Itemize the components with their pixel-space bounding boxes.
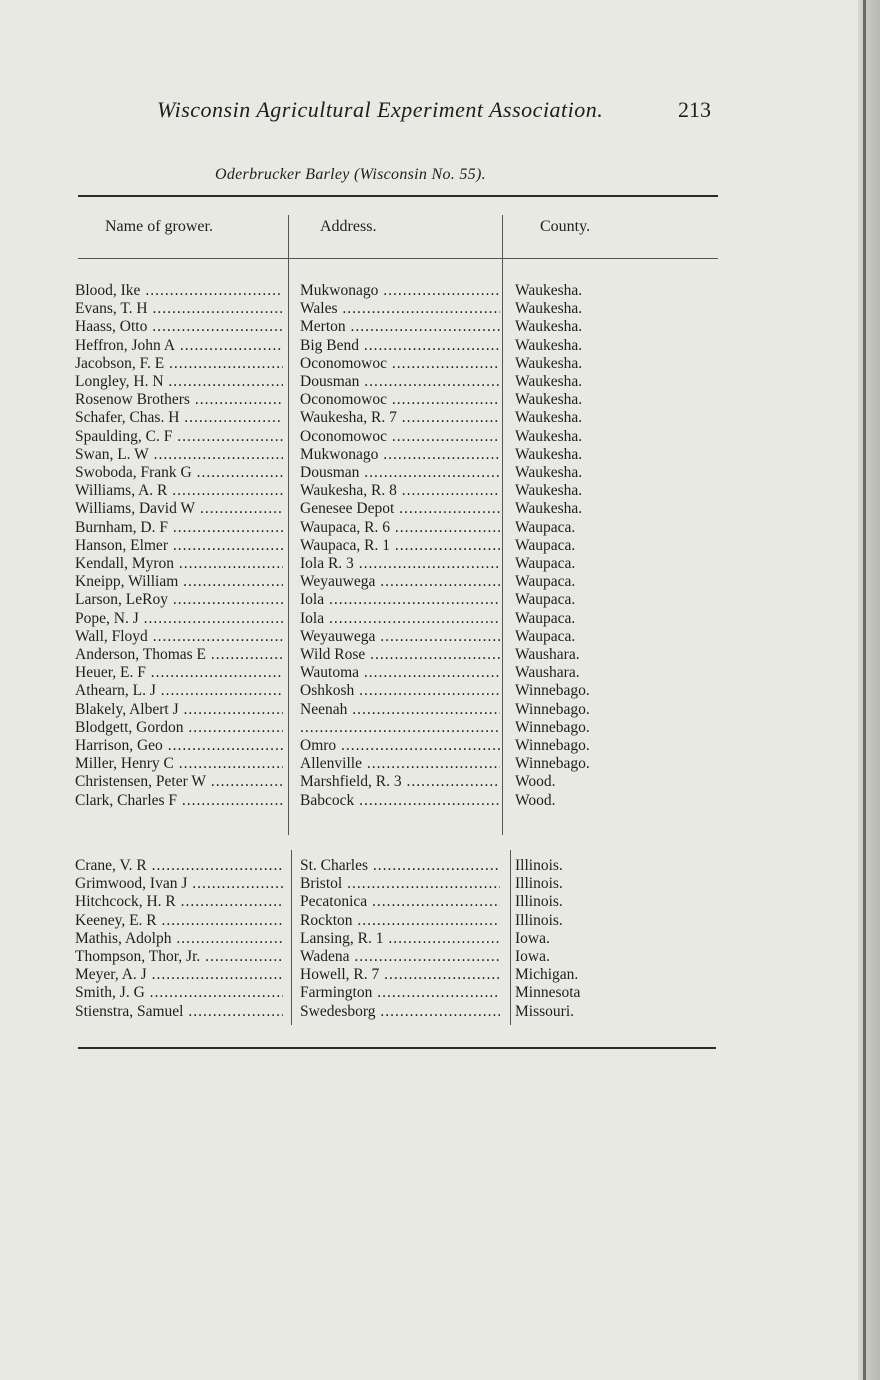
grower-address: Oshkosh ..... [300, 682, 500, 700]
grower-county: Illinois. [515, 911, 563, 929]
grower-address [300, 719, 500, 737]
grower-county: Wood. [515, 791, 556, 809]
grower-county: Winnebago. [515, 737, 590, 754]
table-row [0, 893, 660, 911]
table-row [0, 282, 660, 300]
grower-address: Dousman ..... [300, 464, 500, 482]
grower-name: Longley, H. N ..... [75, 373, 283, 391]
grower-name: Blodgett, Gordon ..... [75, 719, 283, 737]
grower-name: Swan, L. W ..... [75, 446, 283, 464]
grower-address: Weyauwega ..... [300, 628, 500, 646]
bottom-rule [78, 1047, 716, 1049]
grower-address: Omro ..... [300, 737, 500, 755]
table-row [0, 409, 660, 427]
grower-county: Waupaca. [515, 536, 576, 554]
column-header-county: County. [540, 218, 591, 235]
table-row [0, 628, 660, 646]
table-row [0, 755, 660, 773]
grower-address: Merton ..... [300, 318, 500, 336]
grower-county: Waukesha. [515, 464, 583, 481]
grower-name: Thompson, Thor, Jr. ..... [75, 948, 283, 966]
table-row [0, 318, 660, 336]
table-row [0, 373, 660, 391]
grower-county: Waukesha. [515, 336, 583, 354]
table-row [0, 948, 660, 966]
grower-name: Pope, N. J ..... [75, 610, 283, 628]
table-row [0, 682, 660, 700]
grower-address: Wales ..... [300, 300, 500, 318]
table-row [0, 701, 660, 719]
grower-county: Michigan. [515, 966, 579, 984]
grower-address: Allenville ..... [300, 755, 500, 773]
grower-county: Winnebago. [515, 755, 590, 773]
table-row [0, 930, 660, 948]
grower-name: Blood, Ike ..... [75, 282, 283, 300]
grower-name: Rosenow Brothers ..... [75, 391, 283, 409]
grower-name: Clark, Charles F ..... [75, 792, 283, 810]
grower-name: Burnham, D. F ..... [75, 519, 283, 537]
table-row [0, 966, 660, 984]
table-row [0, 391, 660, 409]
grower-name: Heuer, E. F ..... [75, 664, 283, 682]
grower-address: Genesee Depot ..... [300, 500, 500, 518]
table-row [0, 337, 660, 355]
grower-name: Keeney, E. R ..... [75, 912, 283, 930]
table-title: Oderbrucker Barley (Wisconsin No. 55). [215, 166, 486, 183]
grower-name: Haass, Otto ..... [75, 318, 283, 336]
grower-address: Wild Rose ..... [300, 646, 500, 664]
grower-address: Wautoma ..... [300, 664, 500, 682]
grower-county: Waushara. [515, 646, 580, 663]
grower-address: Mukwonago ..... [300, 282, 500, 300]
table-row [0, 573, 660, 591]
grower-name: Jacobson, F. E ..... [75, 355, 283, 373]
grower-name: Anderson, Thomas E ..... [75, 646, 283, 664]
grower-name: Heffron, John A ..... [75, 337, 283, 355]
grower-name: Williams, David W ..... [75, 500, 283, 518]
column-header-address: Address. [320, 218, 377, 235]
table-row [0, 719, 660, 737]
grower-name: Crane, V. R ..... [75, 857, 283, 875]
table-row [0, 500, 660, 518]
grower-name: Blakely, Albert J ..... [75, 701, 283, 719]
grower-county: Iowa. [515, 929, 550, 947]
grower-name: Larson, LeRoy ..... [75, 591, 283, 609]
grower-address: Swedesborg ..... [300, 1003, 500, 1021]
grower-address: Waupaca, R. 1 ..... [300, 537, 500, 555]
grower-county: Waukesha. [515, 500, 583, 518]
table-row [0, 1003, 660, 1021]
table-row [0, 646, 660, 664]
page-number: 213 [678, 97, 711, 122]
grower-county: Winnebago. [515, 718, 590, 736]
grower-county: Wood. [515, 773, 556, 791]
grower-county: Waukesha. [515, 354, 583, 372]
table-row [0, 792, 660, 810]
grower-address: Oconomowoc ..... [300, 355, 500, 373]
grower-address: Wadena ..... [300, 948, 500, 966]
grower-county: Waukesha. [515, 300, 583, 318]
grower-county: Waukesha. [515, 373, 583, 390]
grower-name: Meyer, A. J ..... [75, 966, 283, 984]
grower-address: St. Charles ..... [300, 857, 500, 875]
grower-name: Schafer, Chas. H ..... [75, 409, 283, 427]
running-header-title: Wisconsin Agricultural Experiment Association. [157, 97, 604, 122]
grower-name: Stienstra, Samuel ..... [75, 1003, 283, 1021]
grower-county: Waupaca. [515, 518, 576, 536]
grower-name: Wall, Floyd ..... [75, 628, 283, 646]
column-header-name: Name of grower. [105, 218, 213, 235]
grower-county: Winnebago. [515, 700, 590, 718]
table-row [0, 555, 660, 573]
grower-county: Waukesha. [515, 391, 583, 409]
grower-county: Winnebago. [515, 682, 590, 700]
grower-county: Waukesha. [515, 482, 583, 500]
grower-county: Waupaca. [515, 609, 576, 627]
grower-county: Illinois. [515, 857, 563, 874]
grower-county: Waupaca. [515, 627, 576, 645]
grower-address: Waukesha, R. 8 ..... [300, 482, 500, 500]
grower-address: Oconomowoc ..... [300, 428, 500, 446]
grower-name: Hanson, Elmer ..... [75, 537, 283, 555]
top-rule [78, 195, 718, 197]
grower-name: Mathis, Adolph ..... [75, 930, 283, 948]
grower-address: Weyauwega ..... [300, 573, 500, 591]
grower-address: Pecatonica ..... [300, 893, 500, 911]
grower-county: Waushara. [515, 664, 580, 682]
page-edge [858, 0, 880, 1380]
grower-address: Waukesha, R. 7 ..... [300, 409, 500, 427]
grower-address: Babcock ..... [300, 792, 500, 810]
table-row [0, 737, 660, 755]
table-row [0, 591, 660, 609]
grower-county: Waukesha. [515, 318, 583, 336]
grower-address: Iola ..... [300, 610, 500, 628]
grower-name: Kendall, Myron ..... [75, 555, 283, 573]
grower-county: Illinois. [515, 893, 563, 911]
table-row [0, 610, 660, 628]
grower-county: Minnesota [515, 984, 581, 1002]
grower-name: Miller, Henry C ..... [75, 755, 283, 773]
table-row [0, 300, 660, 318]
grower-address: Iola R. 3 ..... [300, 555, 500, 573]
grower-county: Waupaca. [515, 555, 576, 572]
table-row [0, 912, 660, 930]
grower-county: Waukesha. [515, 409, 583, 427]
grower-county: Illinois. [515, 875, 563, 893]
grower-address: Farmington ..... [300, 984, 500, 1002]
grower-address: Lansing, R. 1 ..... [300, 930, 500, 948]
table-row [0, 519, 660, 537]
table-row [0, 482, 660, 500]
grower-address: Oconomowoc ..... [300, 391, 500, 409]
grower-name: Hitchcock, H. R ..... [75, 893, 283, 911]
header-rule [78, 258, 718, 259]
grower-address: Dousman ..... [300, 373, 500, 391]
grower-address: Iola ..... [300, 591, 500, 609]
table-row [0, 464, 660, 482]
table-row [0, 537, 660, 555]
table-row [0, 446, 660, 464]
grower-county: Waukesha. [515, 427, 583, 445]
table-row [0, 355, 660, 373]
table-row [0, 428, 660, 446]
grower-address: Howell, R. 7 ..... [300, 966, 500, 984]
grower-county: Waupaca. [515, 591, 576, 609]
grower-name: Swoboda, Frank G ..... [75, 464, 283, 482]
table-row [0, 773, 660, 791]
grower-name: Williams, A. R ..... [75, 482, 283, 500]
grower-name: Evans, T. H ..... [75, 300, 283, 318]
grower-county: Waukesha. [515, 445, 583, 463]
table-row [0, 984, 660, 1002]
grower-name: Christensen, Peter W ..... [75, 773, 283, 791]
grower-county: Missouri. [515, 1002, 574, 1020]
grower-county: Iowa. [515, 948, 550, 965]
page-edge-shadow [863, 0, 866, 1380]
grower-name: Kneipp, William ..... [75, 573, 283, 591]
grower-address: Mukwonago ..... [300, 446, 500, 464]
grower-address: Neenah ..... [300, 701, 500, 719]
table-row [0, 664, 660, 682]
table-row [0, 857, 660, 875]
grower-name: Smith, J. G ..... [75, 984, 283, 1002]
grower-address: Rockton ..... [300, 912, 500, 930]
grower-name: Harrison, Geo ..... [75, 737, 283, 755]
grower-address: Waupaca, R. 6 ..... [300, 519, 500, 537]
grower-address: Bristol ..... [300, 875, 500, 893]
grower-name: Grimwood, Ivan J ..... [75, 875, 283, 893]
grower-name: Athearn, L. J ..... [75, 682, 283, 700]
grower-county: Waukesha. [515, 282, 583, 299]
grower-address: Marshfield, R. 3 ..... [300, 773, 500, 791]
grower-county: Waupaca. [515, 573, 576, 591]
grower-name: Spaulding, C. F ..... [75, 428, 283, 446]
table-row [0, 875, 660, 893]
grower-address: Big Bend ..... [300, 337, 500, 355]
